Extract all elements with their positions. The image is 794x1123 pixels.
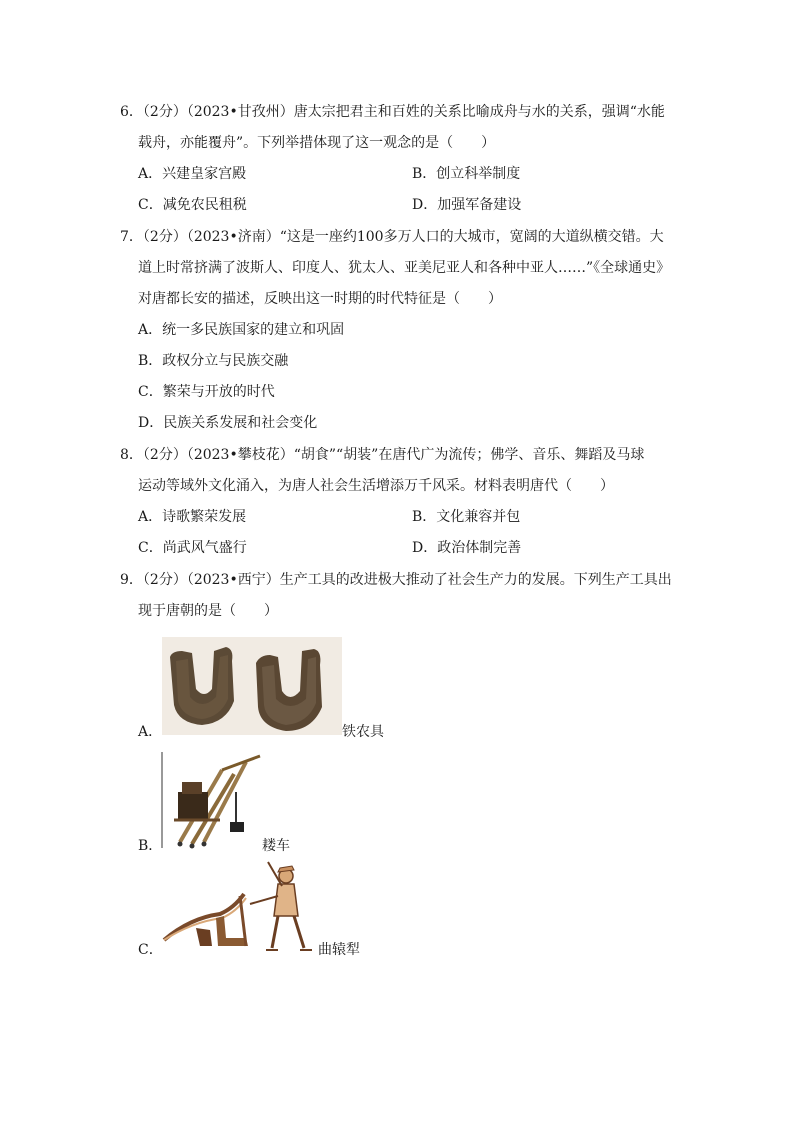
question-7-option-a: A．统一多民族国家的建立和巩固 [138,322,345,338]
curved-plow-image [160,858,320,954]
question-7-stem-line1: 7．（2分）（2023•济南）“这是一座约100多万人口的大城市，宽阔的大道纵横交错。大 [120,229,664,245]
question-9-option-a-caption: 铁农具 [342,724,384,740]
question-9-option-c-letter: C． [138,942,163,958]
question-9-stem-line1: 9．（2分）（2023•西宁）生产工具的改进极大推动了社会生产力的发展。下列生产工具出 [120,572,672,588]
question-8-stem-line2: 运动等域外文化涌入，为唐人社会生活增添万千风采。材料表明唐代（ ） [138,478,614,494]
question-7-option-d: D．民族关系发展和社会变化 [138,415,318,431]
iron-tools-image [162,637,342,735]
question-8-option-a: A．诗歌繁荣发展 [138,509,247,525]
question-7-stem-line2: 道上时常挤满了波斯人、印度人、犹太人、亚美尼亚人和各种中亚人……”《全球通史》 [138,260,671,276]
question-8-option-b: B．文化兼容并包 [412,509,521,525]
question-9-option-c-caption: 曲辕犁 [318,942,360,958]
question-6-option-d: D．加强军备建设 [412,197,522,213]
question-9-option-b-caption: 耧车 [262,838,290,854]
question-6-option-a: A．兴建皇家宫殿 [138,166,247,182]
question-6-stem-line1: 6．（2分）（2023•甘孜州）唐太宗把君主和百姓的关系比喻成舟与水的关系，强调“水能 [120,104,665,120]
question-6-stem-line2: 载舟，亦能覆舟”。下列举措体现了这一观念的是（ ） [138,135,496,151]
question-7-option-c: C．繁荣与开放的时代 [138,384,275,400]
question-9-stem-line2: 现于唐朝的是（ ） [138,603,278,619]
question-6-option-c: C．减免农民租税 [138,197,247,213]
question-9-option-a-letter: A． [138,724,163,740]
question-6-option-b: B．创立科举制度 [412,166,521,182]
question-7-stem-line3: 对唐都长安的描述，反映出这一时期的时代特征是（ ） [138,291,502,307]
question-9-option-b-letter: B． [138,838,163,854]
question-7-option-b: B．政权分立与民族交融 [138,353,289,369]
question-8-option-d: D．政治体制完善 [412,540,522,556]
question-8-stem-line1: 8．（2分）（2023•攀枝花）“胡食”“胡装”在唐代广为流传；佛学、音乐、舞蹈及马球 [120,447,645,463]
seed-drill-image [160,752,268,852]
question-8-option-c: C．尚武风气盛行 [138,540,247,556]
